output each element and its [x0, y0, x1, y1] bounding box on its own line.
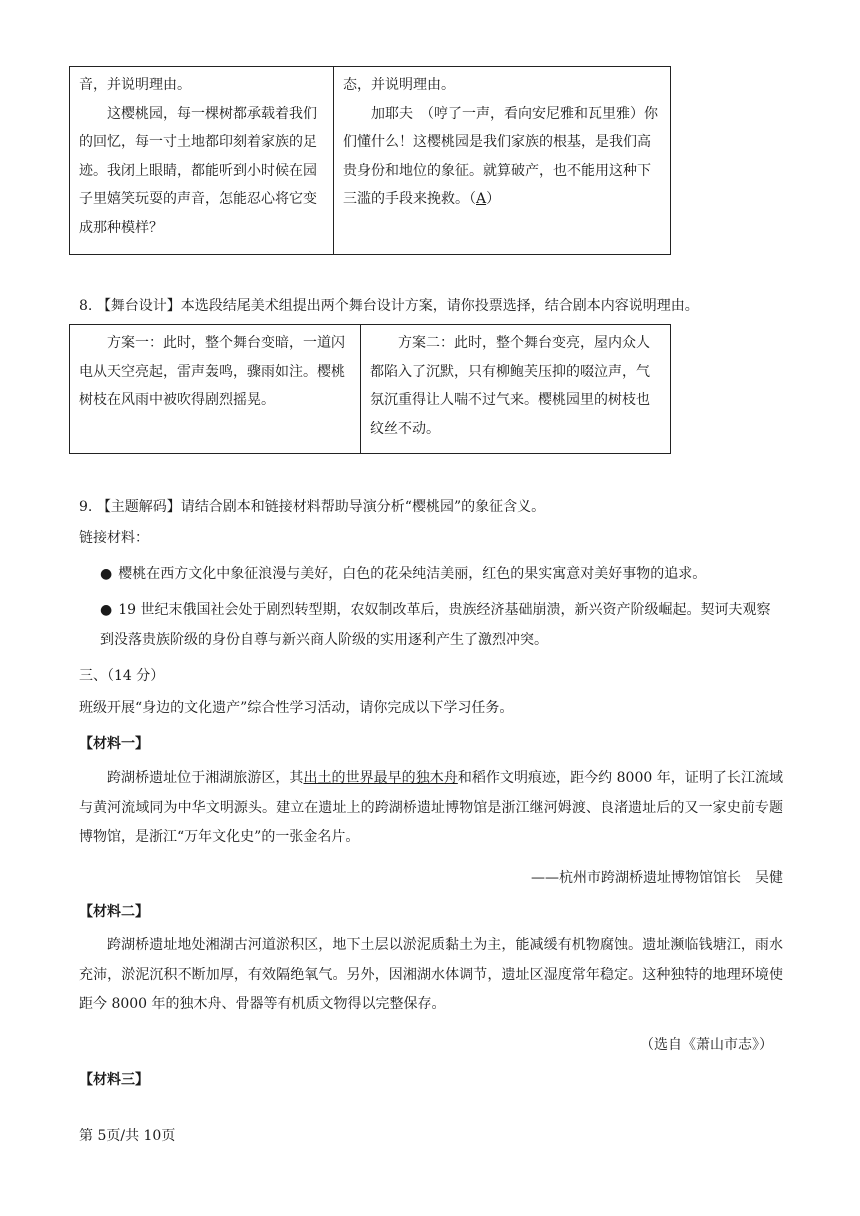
plan-one-text: 方案一：此时，整个舞台变暗，一道闪电从天空亮起，雷声轰鸣，骤雨如注。樱桃树枝在风雨中被吹得剧烈摇晃。 — [79, 335, 345, 408]
material-one-label: 【材料一】 — [79, 736, 149, 752]
material-two-label: 【材料二】 — [79, 904, 149, 920]
dialogue-close: ） — [486, 191, 501, 207]
question-8 — [79, 292, 799, 320]
blank-marker: A — [476, 191, 487, 207]
bullet-text: 19 世纪末俄国社会处于剧烈转型期，农奴制改革后，贵族经济基础崩溃，新兴资产阶级崛起。契诃夫观察到没落贵族阶级的身份自尊与新兴商人阶级的实用逐利产生了激烈冲突。 — [100, 602, 771, 648]
cell-text: 音，并说明理由。 — [79, 77, 191, 93]
bullet-icon: ● — [100, 602, 113, 618]
plan-two-cell — [361, 325, 671, 454]
cell-paragraph: 这樱桃园，每一棵树都承载着我们的回忆，每一寸土地都印刻着家族的足迹。我闭上眼睛，都能听到小时候在园子里嬉笑玩耍的声音，怎能忍心将它变成那种模样？ — [79, 105, 317, 236]
plan-two-text: 方案二：此时，整个舞台变亮，屋内众人都陷入了沉默，只有柳鲍芙压抑的啜泣声，气氛沉重得让人喘不过气来。樱桃园里的树枝也纹丝不动。 — [370, 335, 650, 437]
table-cell-left — [70, 67, 334, 255]
question-9 — [79, 493, 799, 521]
question-prompt: 【舞台设计】本选段结尾美术组提出两个舞台设计方案，请你投票选择，结合剧本内容说明理由。 — [96, 298, 699, 314]
material-two-source: （选自《萧山市志》） — [640, 1037, 773, 1053]
text-segment: 和稻作文明痕迹，距今约 8000 年，证明了长江流域与黄河流域同为中华文明源头。建立在遗址上的跨湖桥遗址博物馆是浙江继河姆渡、良渚遗址后的又一家史前专题博物馆，是浙江“万年文化史”的一张金名片。 — [79, 770, 784, 845]
dialogue-text: 加耶夫 （哼了一声，看向安尼雅和瓦里雅）你们懂什么！这樱桃园是我们家族的根基，是我们高贵身份和地位的象征。就算破产，也不能用这种下三滥的手段来挽救。（ — [343, 105, 658, 207]
material-two-text: 跨湖桥遗址地处湘湖古河道淤积区，地下土层以淤泥质黏土为主，能减缓有机物腐蚀。遗址濒临钱塘江，雨水充沛，淤泥沉积不断加厚，有效隔绝氧气。另外，因湘湖水体调节，遗址区湿度常年稳定。这种独特的地理环境使距今 8000 年的独木舟、骨器等有机质文物得以完整保存。 — [79, 937, 783, 1012]
section-intro: 班级开展“身边的文化遗产”综合性学习活动，请你完成以下学习任务。 — [79, 700, 514, 716]
cell-paragraph — [343, 100, 661, 214]
bullet-icon: ● — [100, 566, 113, 582]
underlined-phrase: 出土的世界最早的独木舟 — [303, 770, 458, 786]
material-three-label: 【材料三】 — [79, 1072, 149, 1088]
material-one-source: ——杭州市跨湖桥遗址博物馆馆长 吴健 — [531, 870, 783, 886]
page-footer: 第 5页/共 10页 — [79, 1128, 176, 1144]
bullet-item — [100, 560, 783, 590]
table-cell-right — [334, 67, 671, 255]
cell-text: 态，并说明理由。 — [343, 77, 455, 93]
text-segment: 跨湖桥遗址位于湘湖旅游区，其 — [107, 770, 304, 786]
material-one-text — [79, 764, 783, 853]
question-number: 9. — [79, 499, 93, 515]
plan-one-cell — [70, 325, 361, 454]
stage-design-table — [69, 324, 671, 454]
link-material-label: 链接材料： — [79, 530, 149, 546]
question-number: 8. — [79, 298, 93, 314]
bullet-text: 樱桃在西方文化中象征浪漫与美好，白色的花朵纯洁美丽，红色的果实寓意对美好事物的追求。 — [118, 566, 707, 582]
section-title: 三、（14 分） — [79, 668, 165, 684]
question-prompt: 【主题解码】请结合剧本和链接材料帮助导演分析“樱桃园”的象征含义。 — [96, 499, 546, 515]
bullet-item — [100, 596, 783, 655]
dialogue-table — [69, 66, 671, 255]
